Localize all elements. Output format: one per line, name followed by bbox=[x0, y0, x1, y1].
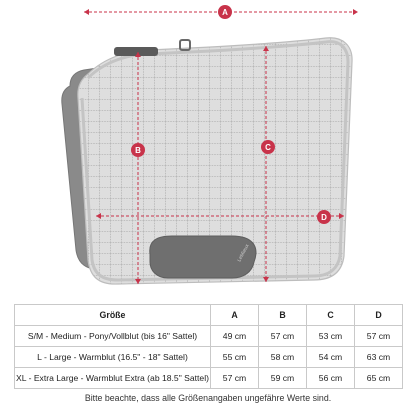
value-cell-a: 49 cm bbox=[211, 326, 259, 347]
value-cell-d: 63 cm bbox=[355, 347, 403, 368]
value-cell-b: 59 cm bbox=[259, 368, 307, 389]
table-row bbox=[15, 368, 403, 389]
value-cell-a: 57 cm bbox=[211, 368, 259, 389]
size-name-cell: S/M - Medium - Pony/Vollblut (bis 16" Sattel) bbox=[15, 326, 211, 347]
column-header-b: B bbox=[259, 305, 307, 326]
column-header-size: Größe bbox=[15, 305, 211, 326]
value-cell-b: 58 cm bbox=[259, 347, 307, 368]
svg-text:A: A bbox=[222, 8, 228, 17]
size-table bbox=[14, 304, 403, 389]
table-header-row bbox=[15, 305, 403, 326]
column-header-d: D bbox=[355, 305, 403, 326]
size-disclaimer: Bitte beachte, dass alle Größenangaben ungefähre Werte sind. bbox=[84, 393, 332, 403]
table-row bbox=[15, 347, 403, 368]
size-name-cell: L - Large - Warmblut (16.5" - 18" Sattel) bbox=[15, 347, 211, 368]
measure-badge-d bbox=[317, 210, 331, 224]
value-cell-d: 65 cm bbox=[355, 368, 403, 389]
value-cell-c: 53 cm bbox=[307, 326, 355, 347]
svg-text:D: D bbox=[321, 213, 327, 222]
svg-text:C: C bbox=[265, 143, 271, 152]
value-cell-c: 54 cm bbox=[307, 347, 355, 368]
svg-text:B: B bbox=[135, 146, 141, 155]
measure-badge-a bbox=[218, 5, 232, 19]
column-header-a: A bbox=[211, 305, 259, 326]
value-cell-b: 57 cm bbox=[259, 326, 307, 347]
value-cell-d: 57 cm bbox=[355, 326, 403, 347]
strap-loop bbox=[114, 47, 158, 56]
value-cell-a: 55 cm bbox=[211, 347, 259, 368]
value-cell-c: 56 cm bbox=[307, 368, 355, 389]
column-header-c: C bbox=[307, 305, 355, 326]
measure-badge-b bbox=[131, 143, 145, 157]
table-row bbox=[15, 326, 403, 347]
measure-badge-c bbox=[261, 140, 275, 154]
size-name-cell: XL - Extra Large - Warmblut Extra (ab 18.5" Sattel) bbox=[15, 368, 211, 389]
suede-logo: LeMieux bbox=[236, 243, 251, 263]
